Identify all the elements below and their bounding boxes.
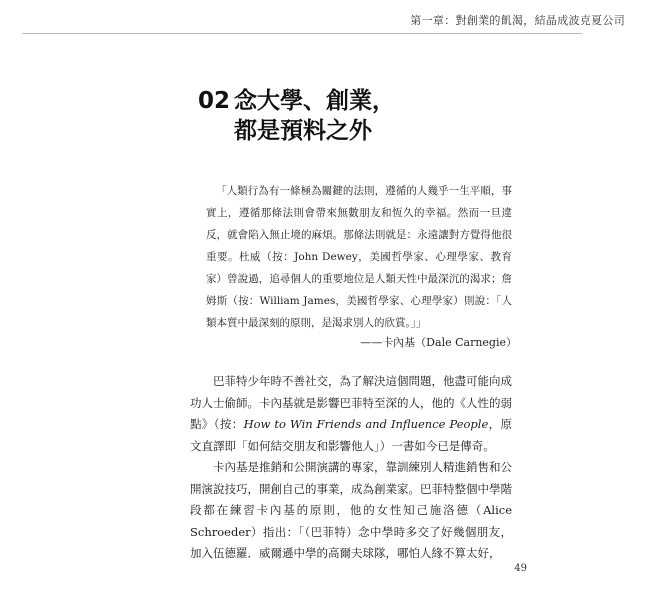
chapter-title-line1: 念大學、創業， [234, 88, 395, 114]
body-p1-part2: ，原文直譯即「如何結交朋友和影響他人」）一書如今已是傳奇。 [190, 417, 513, 453]
epigraph-paragraph: 「人類行為有一條極為關鍵的法則，遵循的人幾乎一生平順，事實上，遵循那條法則會帶來無數朋友和恆久的幸福。然而一旦違反，就會陷入無止境的麻煩。那條法則就是：永遠讓對方覺得他很重要。杜威（按：John Dewey，美國哲學家、心理學家、教育家）曾說過，追尋個人的重要地位是人類天性中最深沉的渴求；詹姆斯（按：William James，美國哲學家、心理學家）則說：「人類本質中最深刻的原則，是渴求別人的欣賞。」」 [206, 185, 512, 329]
body-text [190, 371, 512, 565]
body-paragraph-1 [190, 371, 512, 457]
chapter-number: 02 [198, 88, 231, 114]
chapter-title [198, 86, 395, 146]
running-header: 第一章：對創業的飢渴，結晶成波克夏公司 [410, 14, 625, 27]
book-title-english: How to Win Friends and Influence People [243, 417, 489, 431]
body-p1-part1: 巴菲特少年時不善社交，為了解決這個問題，他盡可能向成功人士偷師。卡內基就是影響巴菲特至深的人，他的《人性的弱點》（按： [190, 374, 512, 431]
header-rule [22, 33, 582, 34]
chapter-title-line2: 都是預料之外 [234, 118, 372, 144]
epigraph-attribution: ——卡內基（Dale Carnegie） [360, 336, 517, 349]
body-paragraph-2: 卡內基是推銷和公開演講的專家，靠訓練別人精進銷售和公開演說技巧，開創自己的事業，成為創業家。巴菲特整個中學階段都在練習卡內基的原則，他的女性知己施洛德（Alice Schroeder）指出：「（巴菲特）念中學時多交了好幾個朋友，加入伍德羅．威爾遜中學的高爾夫球隊，哪怕人緣不算太好， [190, 460, 512, 560]
epigraph-quote [206, 180, 512, 334]
page-number: 49 [514, 563, 527, 574]
